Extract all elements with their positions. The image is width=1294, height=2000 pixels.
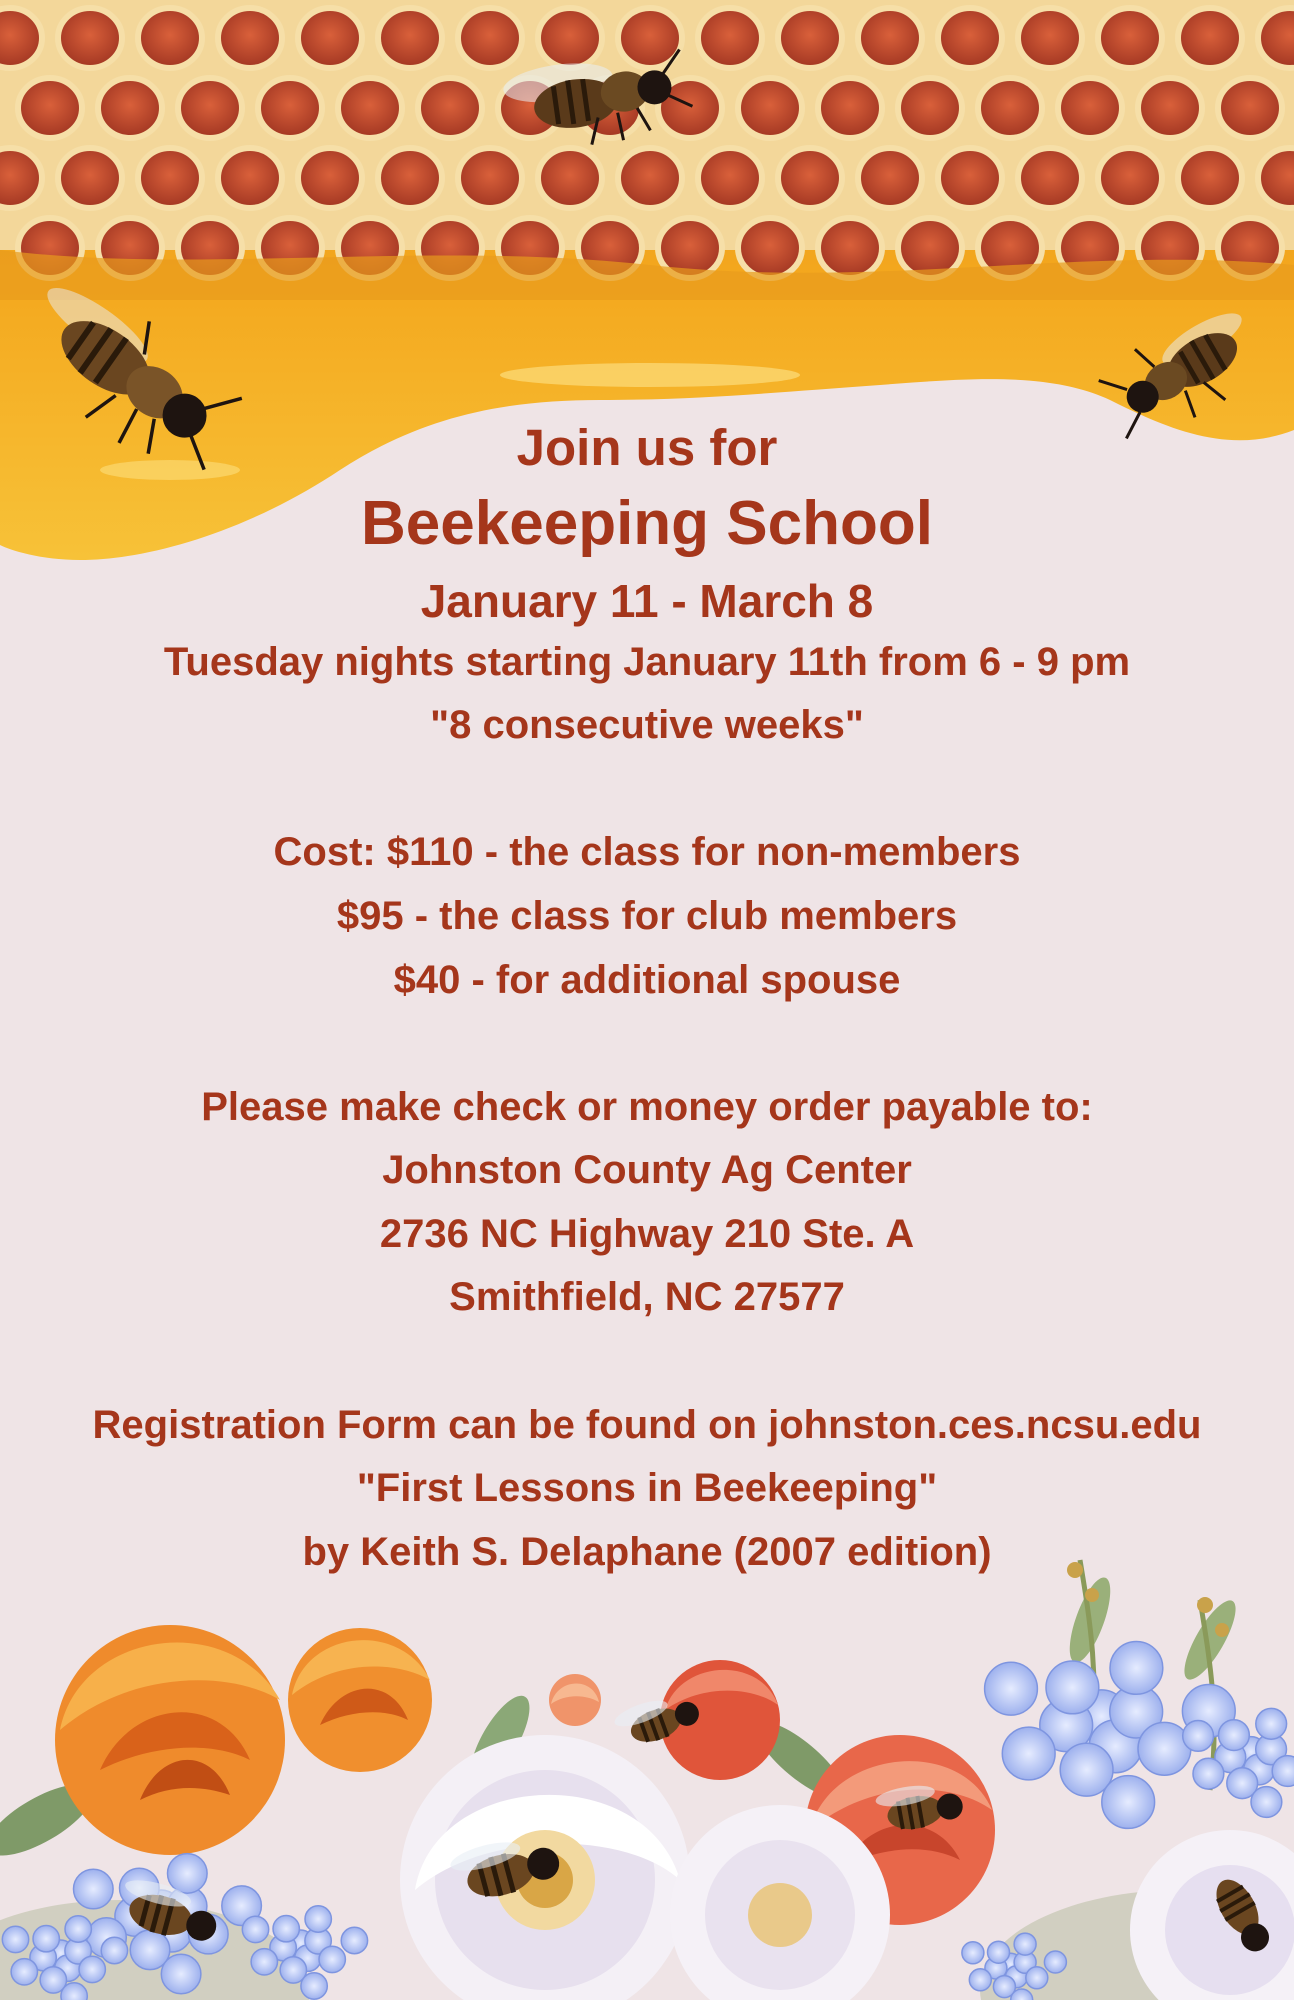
duration-text: "8 consecutive weeks" xyxy=(430,703,864,747)
page-title: Beekeeping School xyxy=(361,489,933,558)
payment-instruction: Please make check or money order payable to: xyxy=(201,1085,1093,1129)
price-non-members: Cost: $110 - the class for non-members xyxy=(273,830,1021,874)
schedule-text: Tuesday nights starting January 11th from 6 - 9 pm xyxy=(163,640,1131,684)
book-author: by Keith S. Delaphane (2007 edition) xyxy=(302,1530,992,1574)
payee-city: Smithfield, NC 27577 xyxy=(449,1275,845,1319)
flower-border-image xyxy=(0,1560,1294,2000)
price-spouse: $40 - for additional spouse xyxy=(393,958,901,1002)
date-range: January 11 - March 8 xyxy=(420,575,874,627)
book-title: "First Lessons in Beekeeping" xyxy=(356,1466,938,1510)
payee-name: Johnston County Ag Center xyxy=(382,1148,912,1192)
registration-info: Registration Form can be found on johnston.ces.ncsu.edu xyxy=(92,1403,1202,1447)
price-members: $95 - the class for club members xyxy=(336,894,958,938)
intro-heading: Join us for xyxy=(516,419,778,476)
payee-street-address: 2736 NC Highway 210 Ste. A xyxy=(379,1212,915,1256)
